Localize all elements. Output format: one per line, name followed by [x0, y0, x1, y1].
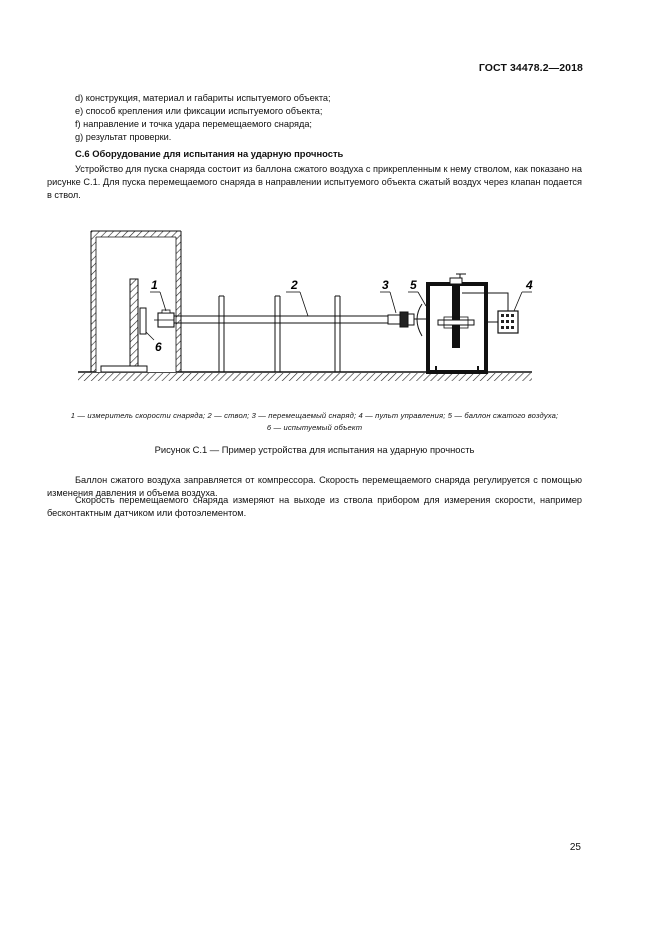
figure-label-2: 2: [291, 278, 298, 292]
paragraph-speed-measurement: Скорость перемещаемого снаряда измеряют на выходе из ствола прибором для измерения скорости, например бесконтактным датчиком или фотоэлементом.: [47, 495, 582, 518]
legend-line: 1 — измеритель скорости снаряда; 2 — ствол; 3 — перемещаемый снаряд; 4 — пульт управления; 5 — баллон сжатого воздуха;: [70, 411, 559, 420]
figure-legend: [47, 410, 582, 434]
list-item: d) конструкция, материал и габариты испытуемого объекта;: [75, 93, 331, 103]
list-item: e) способ крепления или фиксации испытуемого объекта;: [75, 106, 323, 116]
legend-line: 6 — испытуемый объект: [266, 423, 363, 432]
figure-label-1: 1: [151, 278, 158, 292]
figure-label-4: 4: [526, 278, 533, 292]
projectile: [388, 312, 414, 327]
barrel: [174, 316, 401, 323]
air-tank: [414, 274, 486, 372]
requirements-list: [75, 92, 331, 144]
list-item: f) направление и точка удара перемещаемого снаряда;: [75, 119, 312, 129]
figure-label-3: 3: [382, 278, 389, 292]
figure-diagram: [76, 226, 534, 382]
section-paragraph: Устройство для пуска снаряда состоит из баллона сжатого воздуха с прикрепленным к нему стволом, как показано на рисунке С.1. Для пуска перемещаемого снаряда в направлении испытуемого объекта сжатый воздух через клапан подается в ствол.: [47, 164, 582, 200]
barrel-supports: [219, 296, 340, 372]
section-title: С.6 Оборудование для испытания на ударную прочность: [75, 148, 344, 159]
figure-caption: Рисунок С.1 — Пример устройства для испытания на ударную прочность: [154, 444, 475, 455]
figure-label-6: 6: [155, 340, 162, 354]
figure-label-5: 5: [410, 278, 417, 292]
page-number: 25: [569, 842, 581, 853]
list-item: g) результат проверки.: [75, 132, 172, 142]
paragraph-compressor: Баллон сжатого воздуха заправляется от компрессора. Скорость перемещаемого снаряда регулируется с помощью изменения давления и объема воздуха.: [47, 475, 582, 498]
document-header: ГОСТ 34478.2—2018: [478, 62, 583, 74]
